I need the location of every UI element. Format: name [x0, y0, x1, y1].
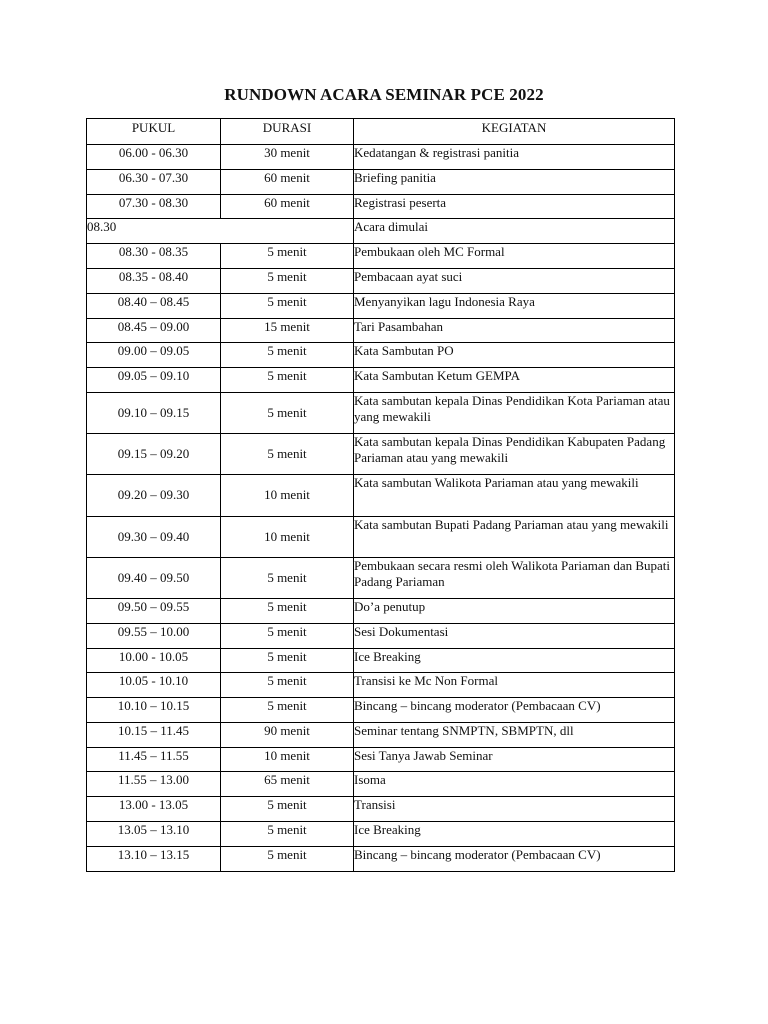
activity-cell: Pembacaan ayat suci [354, 268, 675, 293]
time-cell: 13.05 – 13.10 [87, 822, 221, 847]
activity-cell: Do’a penutup [354, 598, 675, 623]
time-cell: 09.10 – 09.15 [87, 392, 221, 433]
table-row [87, 343, 675, 368]
duration-cell: 30 menit [221, 145, 354, 170]
activity-cell: Sesi Tanya Jawab Seminar [354, 747, 675, 772]
time-cell: 13.00 - 13.05 [87, 797, 221, 822]
time-cell: 08.30 - 08.35 [87, 244, 221, 269]
time-cell: 09.50 – 09.55 [87, 598, 221, 623]
table-header-row [87, 119, 675, 145]
time-cell: 09.00 – 09.05 [87, 343, 221, 368]
activity-cell: Bincang – bincang moderator (Pembacaan CV) [354, 846, 675, 871]
time-cell: 07.30 - 08.30 [87, 194, 221, 219]
table-row [87, 557, 675, 598]
duration-cell: 15 menit [221, 318, 354, 343]
duration-cell: 5 menit [221, 623, 354, 648]
duration-cell: 60 menit [221, 194, 354, 219]
table-row [87, 623, 675, 648]
time-cell: 08.40 – 08.45 [87, 293, 221, 318]
activity-cell: Transisi [354, 797, 675, 822]
table-row [87, 698, 675, 723]
duration-cell: 10 menit [221, 747, 354, 772]
table-row [87, 648, 675, 673]
duration-cell: 5 menit [221, 268, 354, 293]
activity-cell: Kata Sambutan Ketum GEMPA [354, 368, 675, 393]
document-title: RUNDOWN ACARA SEMINAR PCE 2022 [224, 85, 544, 104]
duration-cell: 65 menit [221, 772, 354, 797]
time-cell: 11.45 – 11.55 [87, 747, 221, 772]
time-cell: 10.10 – 10.15 [87, 698, 221, 723]
header-pukul: PUKUL [87, 119, 221, 145]
activity-cell: Bincang – bincang moderator (Pembacaan CV) [354, 698, 675, 723]
table-row [87, 169, 675, 194]
table-row [87, 846, 675, 871]
table-row [87, 722, 675, 747]
table-row [87, 268, 675, 293]
table-row [87, 797, 675, 822]
table-row [87, 293, 675, 318]
activity-cell: Pembukaan secara resmi oleh Walikota Pariaman dan Bupati Padang Pariaman [354, 557, 675, 598]
table-row [87, 516, 675, 557]
duration-cell: 5 menit [221, 598, 354, 623]
activity-cell: Kedatangan & registrasi panitia [354, 145, 675, 170]
activity-cell: Transisi ke Mc Non Formal [354, 673, 675, 698]
time-cell: 10.00 - 10.05 [87, 648, 221, 673]
activity-cell: Seminar tentang SNMPTN, SBMPTN, dll [354, 722, 675, 747]
time-cell: 10.15 – 11.45 [87, 722, 221, 747]
activity-cell: Registrasi peserta [354, 194, 675, 219]
duration-cell: 5 menit [221, 434, 354, 475]
activity-cell: Tari Pasambahan [354, 318, 675, 343]
duration-cell: 5 menit [221, 293, 354, 318]
table-row [87, 194, 675, 219]
table-row [87, 244, 675, 269]
time-cell: 11.55 – 13.00 [87, 772, 221, 797]
time-cell: 09.05 – 09.10 [87, 368, 221, 393]
activity-cell: Sesi Dokumentasi [354, 623, 675, 648]
table-row [87, 145, 675, 170]
table-row [87, 219, 675, 244]
time-cell: 09.40 – 09.50 [87, 557, 221, 598]
header-kegiatan: KEGIATAN [354, 119, 675, 145]
time-cell: 09.30 – 09.40 [87, 516, 221, 557]
duration-cell: 5 menit [221, 368, 354, 393]
activity-cell: Kata sambutan kepala Dinas Pendidikan Kota Pariaman atau yang mewakili [354, 392, 675, 433]
duration-cell: 5 menit [221, 822, 354, 847]
time-cell: 08.35 - 08.40 [87, 268, 221, 293]
time-cell: 09.55 – 10.00 [87, 623, 221, 648]
activity-cell: Ice Breaking [354, 648, 675, 673]
table-row [87, 822, 675, 847]
duration-cell: 5 menit [221, 244, 354, 269]
activity-cell: Acara dimulai [354, 219, 675, 244]
table-row [87, 368, 675, 393]
duration-cell: 5 menit [221, 698, 354, 723]
duration-cell: 5 menit [221, 648, 354, 673]
table-row [87, 772, 675, 797]
duration-cell: 10 menit [221, 516, 354, 557]
duration-cell: 5 menit [221, 673, 354, 698]
activity-cell: Kata sambutan Walikota Pariaman atau yang mewakili [354, 475, 675, 516]
time-cell: 13.10 – 13.15 [87, 846, 221, 871]
duration-cell: 5 menit [221, 557, 354, 598]
activity-cell: Briefing panitia [354, 169, 675, 194]
table-row [87, 434, 675, 475]
rundown-table [86, 118, 675, 872]
activity-cell: Isoma [354, 772, 675, 797]
time-cell: 09.15 – 09.20 [87, 434, 221, 475]
time-cell: 06.00 - 06.30 [87, 145, 221, 170]
time-cell-merged: 08.30 [87, 219, 354, 244]
activity-cell: Pembukaan oleh MC Formal [354, 244, 675, 269]
duration-cell: 5 menit [221, 343, 354, 368]
duration-cell: 5 menit [221, 797, 354, 822]
activity-cell: Ice Breaking [354, 822, 675, 847]
activity-cell: Menyanyikan lagu Indonesia Raya [354, 293, 675, 318]
table-row [87, 318, 675, 343]
table-row [87, 392, 675, 433]
table-row [87, 598, 675, 623]
time-cell: 08.45 – 09.00 [87, 318, 221, 343]
activity-cell: Kata sambutan kepala Dinas Pendidikan Kabupaten Padang Pariaman atau yang mewakili [354, 434, 675, 475]
time-cell: 09.20 – 09.30 [87, 475, 221, 516]
table-row [87, 673, 675, 698]
time-cell: 10.05 - 10.10 [87, 673, 221, 698]
table-row [87, 747, 675, 772]
duration-cell: 60 menit [221, 169, 354, 194]
activity-cell: Kata sambutan Bupati Padang Pariaman atau yang mewakili [354, 516, 675, 557]
duration-cell: 5 menit [221, 846, 354, 871]
duration-cell: 90 menit [221, 722, 354, 747]
duration-cell: 10 menit [221, 475, 354, 516]
duration-cell: 5 menit [221, 392, 354, 433]
header-durasi: DURASI [221, 119, 354, 145]
table-row [87, 475, 675, 516]
time-cell: 06.30 - 07.30 [87, 169, 221, 194]
activity-cell: Kata Sambutan PO [354, 343, 675, 368]
